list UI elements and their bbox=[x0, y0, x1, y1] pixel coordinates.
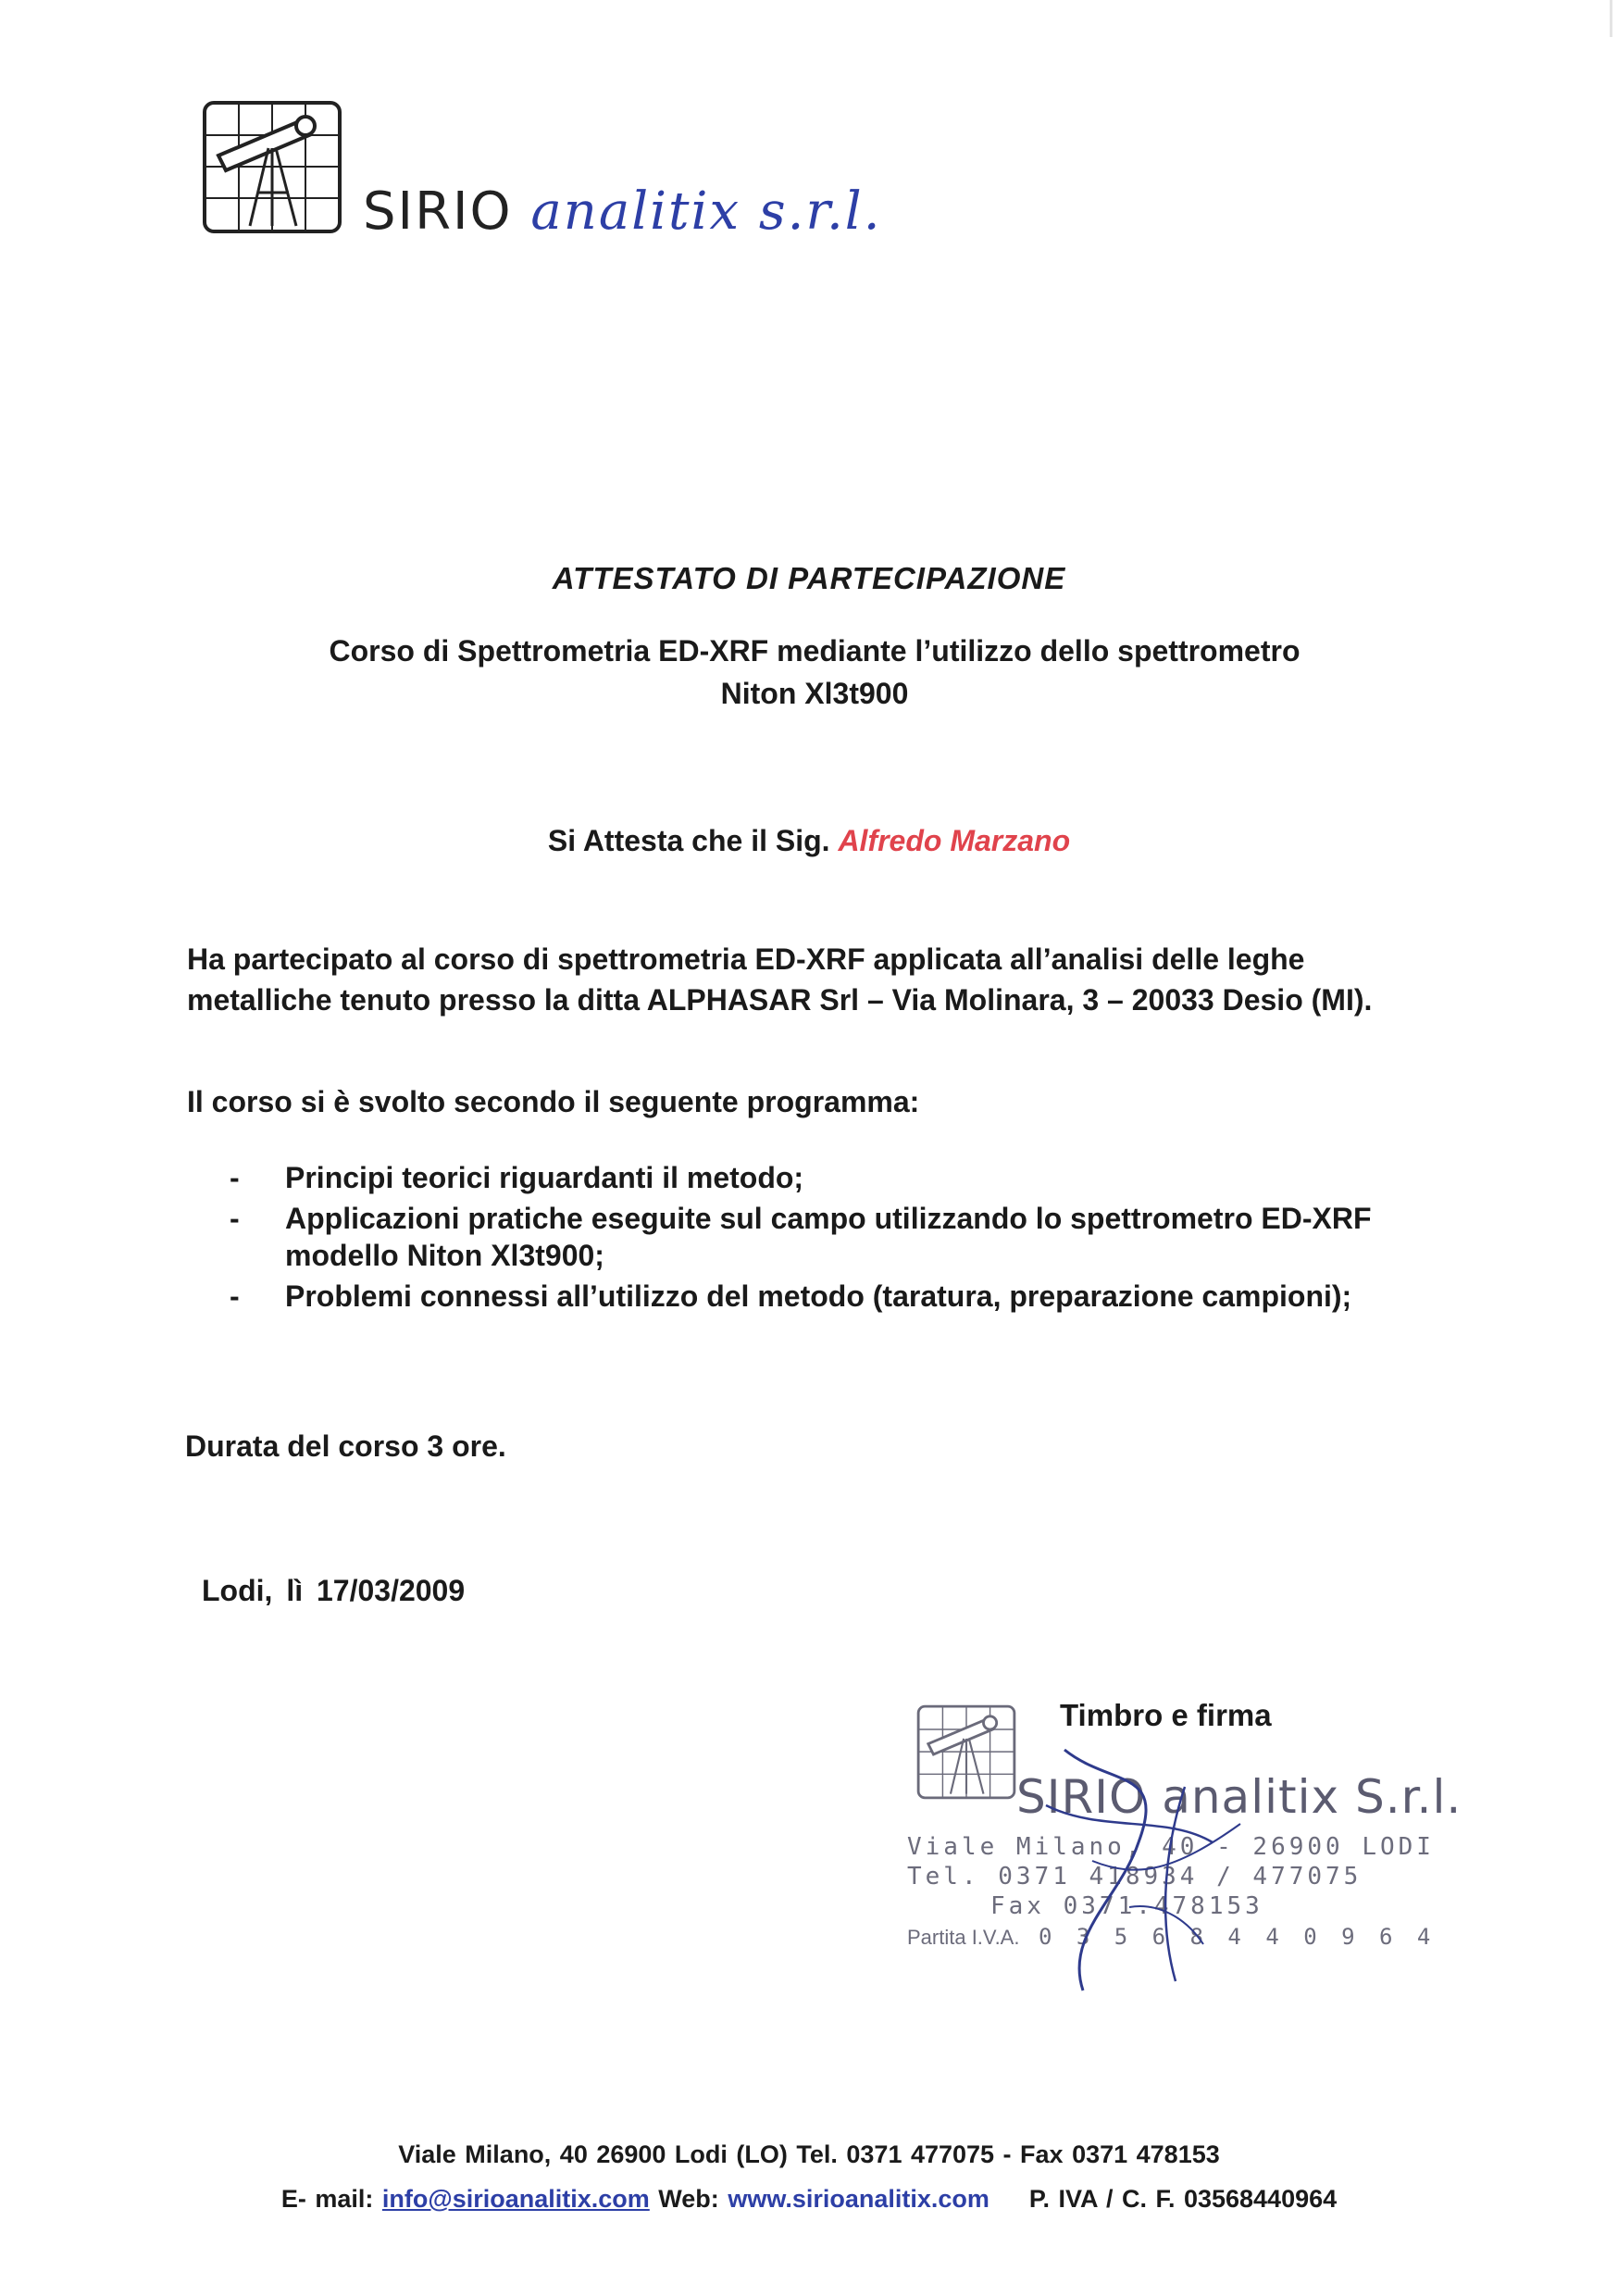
stamp-address: Viale Milano, 40 - 26900 LODI bbox=[907, 1833, 1435, 1861]
participant-name: Alfredo Marzano bbox=[838, 824, 1071, 857]
stamp-vat-number: 0 3 5 6 8 4 4 0 9 6 4 bbox=[1038, 1924, 1437, 1950]
program-list bbox=[230, 1159, 1387, 1318]
list-dash: - bbox=[230, 1202, 240, 1235]
program-item-text: Problemi connessi all’utilizzo del metodo (taratura, preparazione campioni); bbox=[285, 1279, 1352, 1313]
stamp-company-name: SIRIO analitix S.r.l. bbox=[1016, 1770, 1462, 1824]
stamp-logo-icon bbox=[916, 1703, 1016, 1801]
footer-email-link[interactable]: info@sirioanalitix.com bbox=[381, 2185, 650, 2213]
stamp-tel: Tel. 0371 418934 / 477075 bbox=[907, 1863, 1363, 1890]
course-line-1: Corso di Spettrometria ED-XRF mediante l’utilizzo dello spettrometro bbox=[329, 634, 1301, 668]
signature-label: Timbro e firma bbox=[1060, 1698, 1272, 1732]
course-line-2: Niton Xl3t900 bbox=[720, 677, 909, 710]
footer-contacts bbox=[0, 2185, 1618, 2214]
footer-web-link[interactable]: www.sirioanalitix.com bbox=[728, 2185, 989, 2213]
course-description bbox=[185, 630, 1444, 715]
company-name bbox=[363, 181, 882, 242]
telescope-grid-logo-icon bbox=[202, 100, 342, 234]
company-name-main: SIRIO bbox=[363, 181, 513, 242]
stamp-fax: Fax 0371.478153 bbox=[990, 1892, 1263, 1920]
list-item bbox=[230, 1200, 1387, 1274]
footer-web-label: Web: bbox=[658, 2185, 719, 2213]
list-dash: - bbox=[230, 1161, 240, 1194]
footer-email-label: E- mail: bbox=[280, 2185, 374, 2213]
stamp-vat-label: Partita I.V.A. bbox=[907, 1926, 1020, 1949]
list-item bbox=[230, 1278, 1387, 1315]
attestation-line bbox=[0, 824, 1618, 858]
course-duration: Durata del corso 3 ore. bbox=[185, 1429, 506, 1463]
handwritten-signature bbox=[1027, 1731, 1305, 2009]
certificate-title: ATTESTATO DI PARTECIPAZIONE bbox=[552, 561, 1066, 595]
program-intro: Il corso si è svolto secondo il seguente programma: bbox=[187, 1085, 920, 1118]
program-item-text: Applicazioni pratiche eseguite sul campo utilizzando lo spettrometro ED-XRF modello Niton Xl3t900; bbox=[285, 1202, 1372, 1272]
list-dash: - bbox=[230, 1279, 240, 1313]
place-date: Lodi, lì 17/03/2009 bbox=[202, 1574, 466, 1607]
footer-address: Viale Milano, 40 26900 Lodi (LO) Tel. 0371 477075 - Fax 0371 478153 bbox=[398, 2140, 1220, 2168]
participation-paragraph: Ha partecipato al corso di spettrometria ED-XRF applicata all’analisi delle leghe metalliche tenuto presso la ditta ALPHASAR Srl – Via Molinara, 3 – 20033 Desio (MI). bbox=[187, 942, 1373, 1017]
list-item bbox=[230, 1159, 1387, 1196]
company-name-sub: analitix s.r.l. bbox=[530, 181, 882, 242]
footer-vat: P. IVA / C. F. 03568440964 bbox=[1028, 2185, 1338, 2213]
scan-edge-mark bbox=[1610, 0, 1612, 37]
attestation-prefix: Si Attesta che il Sig. bbox=[547, 824, 830, 857]
program-item-text: Principi teorici riguardanti il metodo; bbox=[285, 1161, 804, 1194]
